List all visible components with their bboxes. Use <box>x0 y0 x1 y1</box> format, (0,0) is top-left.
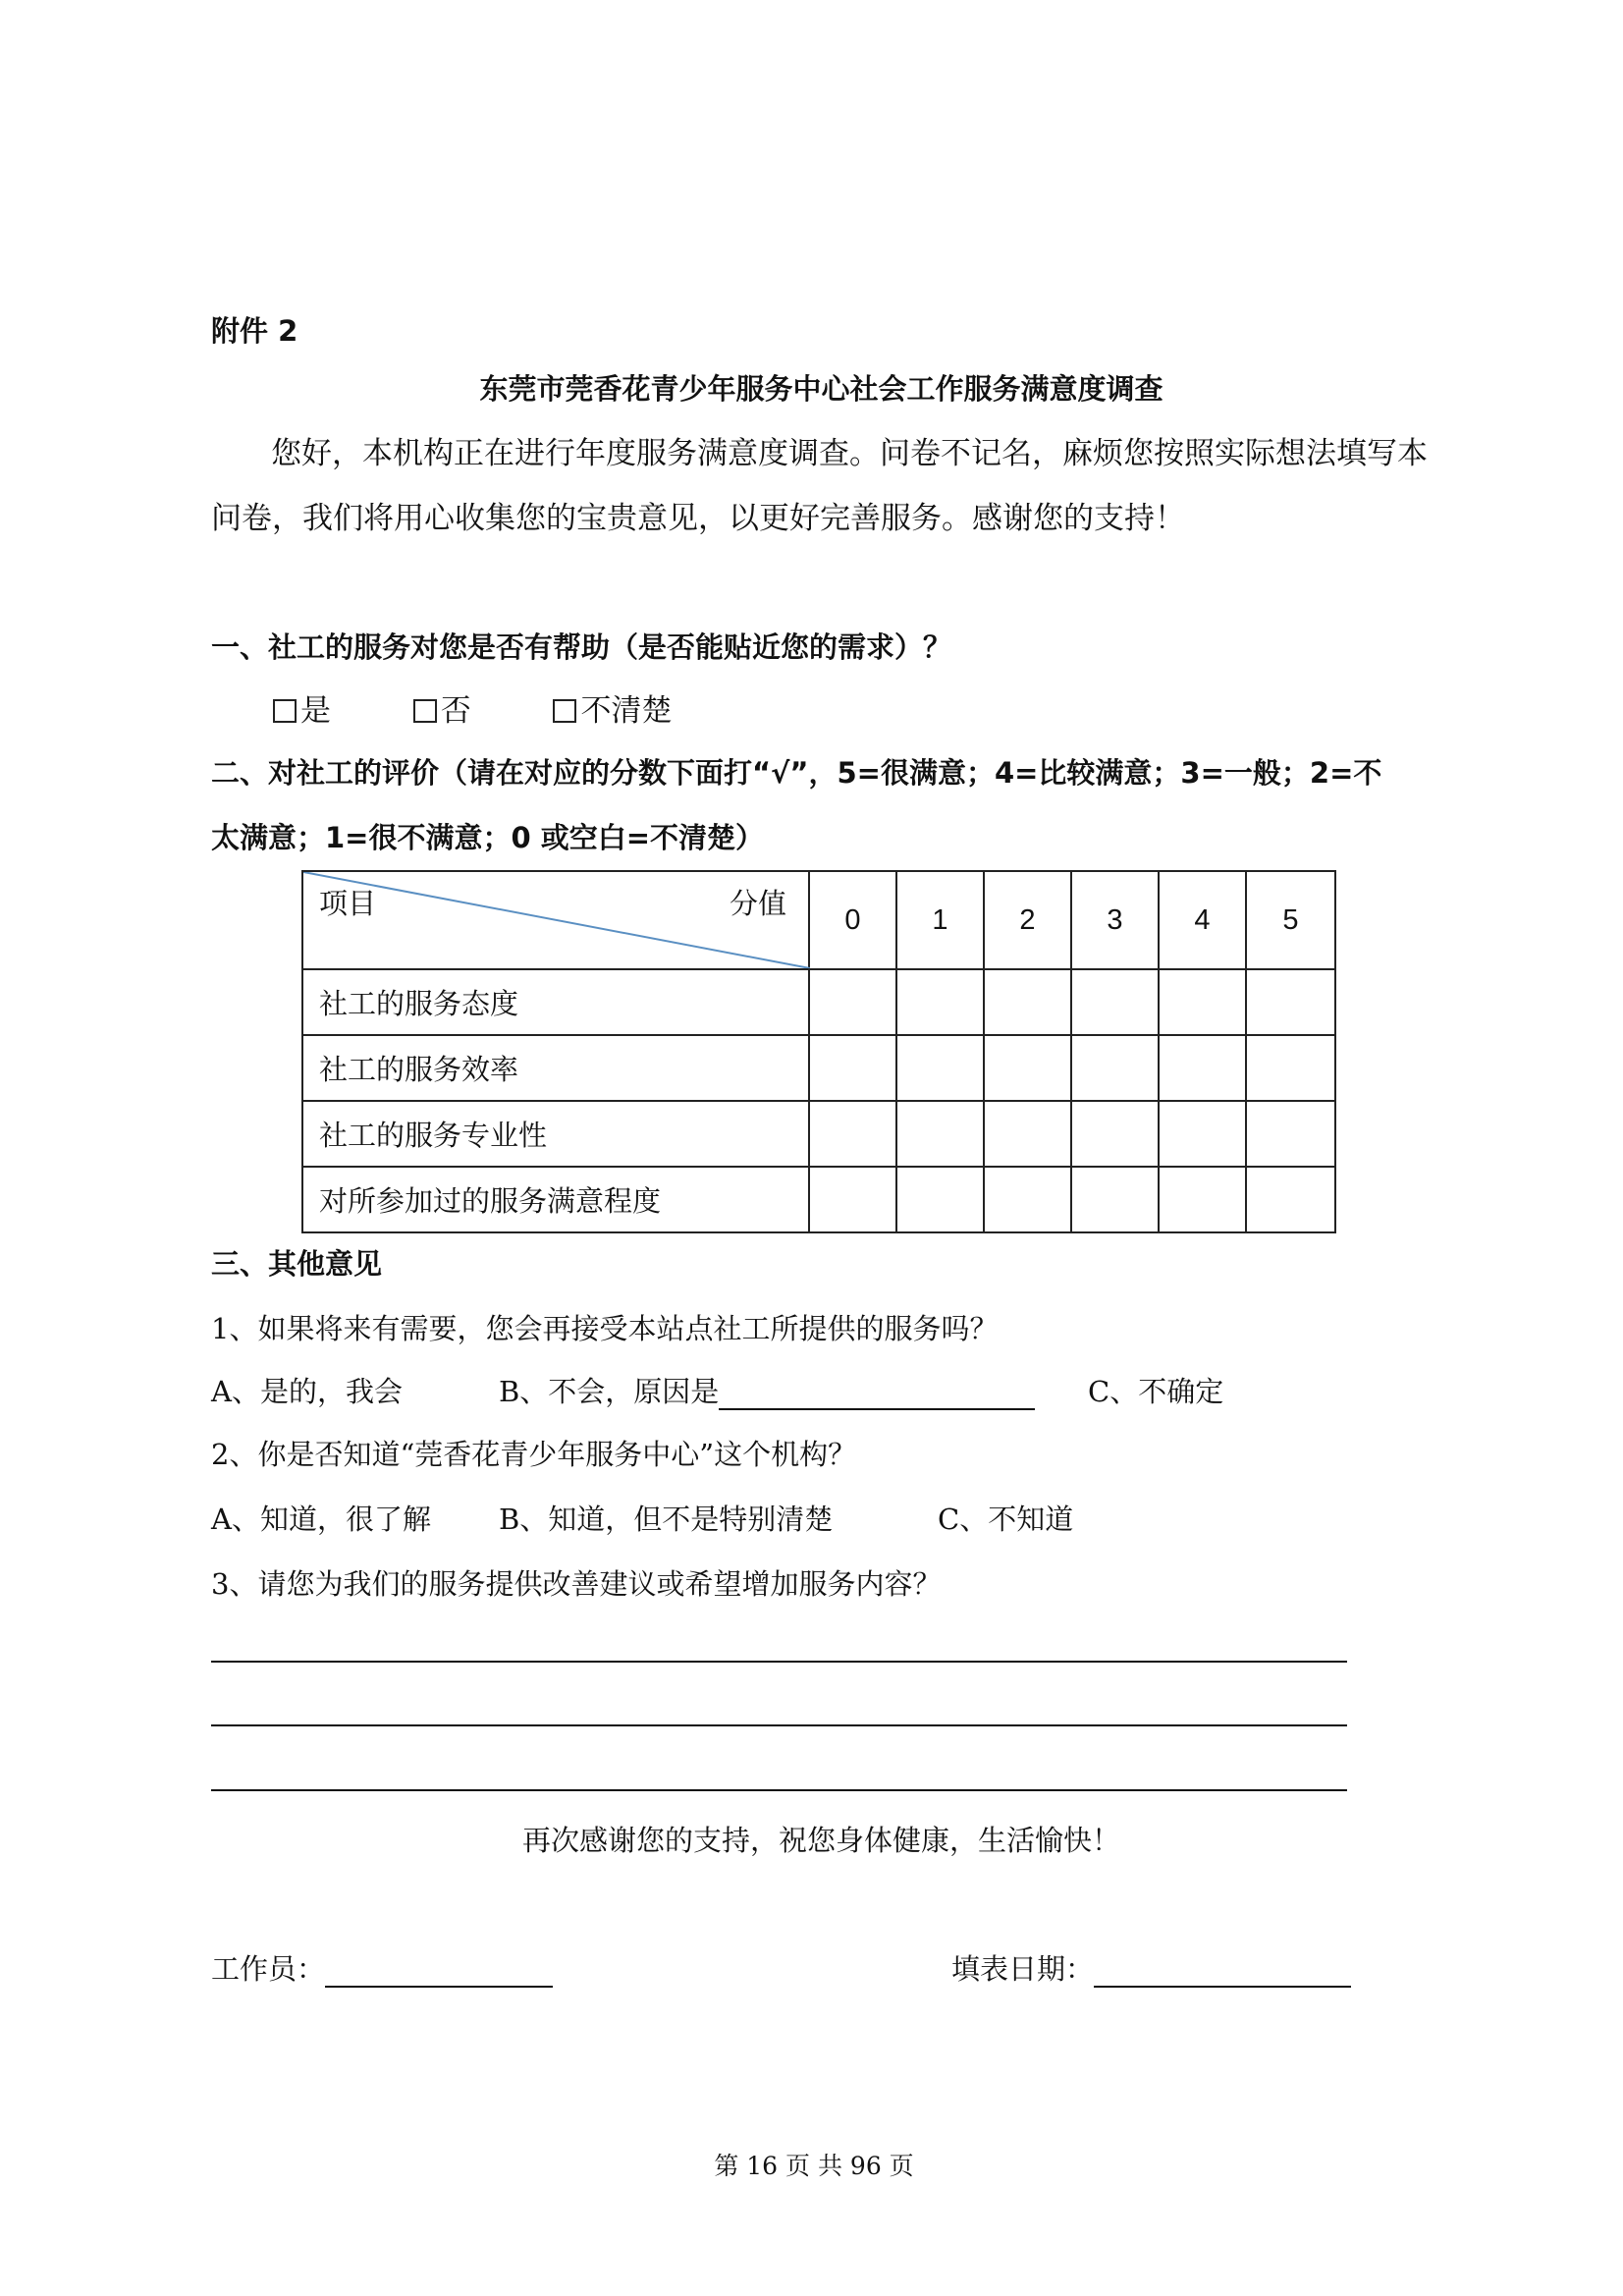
score-cell[interactable] <box>984 1101 1071 1167</box>
score-cell[interactable] <box>1159 969 1246 1035</box>
suggestion-line-3[interactable] <box>211 1789 1347 1791</box>
table-row <box>302 1035 1335 1101</box>
score-cell[interactable] <box>809 1101 896 1167</box>
row-label: 对所参加过的服务满意程度 <box>302 1167 809 1232</box>
score-cell[interactable] <box>984 1167 1071 1232</box>
score-cell[interactable] <box>984 969 1071 1035</box>
question-2-heading-line-1: 二、对社工的评价（请在对应的分数下面打“√”，5=很满意；4=比较满意；3=一般；2=不 <box>211 756 1382 790</box>
suggestion-line-2[interactable] <box>211 1724 1347 1726</box>
sub-1-option-b[interactable] <box>499 1373 1035 1410</box>
row-label: 社工的服务态度 <box>302 969 809 1035</box>
question-3-sub-2: 2、你是否知道“莞香花青少年服务中心”这个机构？ <box>211 1438 857 1471</box>
score-cell[interactable] <box>1071 1035 1159 1101</box>
score-cell[interactable] <box>1159 1035 1246 1101</box>
score-cell[interactable] <box>1071 1101 1159 1167</box>
score-header: 0 <box>809 871 896 969</box>
closing-message: 再次感谢您的支持，祝您身体健康，生活愉快！ <box>521 1824 1120 1857</box>
date-blank[interactable] <box>1094 1956 1351 1988</box>
score-cell[interactable] <box>896 1167 984 1232</box>
score-header: 4 <box>1159 871 1246 969</box>
checkbox-no[interactable] <box>413 699 437 723</box>
sub-1-option-c[interactable]: C、不确定 <box>1088 1375 1224 1408</box>
worker-blank[interactable] <box>325 1956 553 1988</box>
intro-line-2: 问卷，我们将用心收集您的宝贵意见，以更好完善服务。感谢您的支持！ <box>211 501 1185 536</box>
score-cell[interactable] <box>1246 1035 1335 1101</box>
table-row <box>302 969 1335 1035</box>
date-field <box>951 1950 1351 1988</box>
question-1-heading: 一、社工的服务对您是否有帮助（是否能贴近您的需求）？ <box>211 630 952 664</box>
row-label: 社工的服务专业性 <box>302 1101 809 1167</box>
score-cell[interactable] <box>809 1035 896 1101</box>
score-header: 2 <box>984 871 1071 969</box>
score-cell[interactable] <box>896 1035 984 1101</box>
suggestion-line-1[interactable] <box>211 1661 1347 1663</box>
score-cell[interactable] <box>1159 1167 1246 1232</box>
question-3-heading: 三、其他意见 <box>211 1247 383 1281</box>
score-header: 5 <box>1246 871 1335 969</box>
worker-label: 工作员： <box>211 1952 326 1986</box>
sub-2-option-c[interactable]: C、不知道 <box>938 1503 1074 1536</box>
score-cell[interactable] <box>1246 969 1335 1035</box>
checkbox-yes[interactable] <box>273 699 297 723</box>
checkbox-unsure[interactable] <box>553 699 576 723</box>
table-header-row <box>302 871 1335 969</box>
table-row <box>302 1101 1335 1167</box>
corner-item-label: 项目 <box>319 887 377 920</box>
score-cell[interactable] <box>1246 1167 1335 1232</box>
sub-2-option-a[interactable]: A、知道，很了解 <box>211 1503 431 1536</box>
reason-blank[interactable] <box>719 1379 1035 1410</box>
rating-table <box>301 870 1336 1233</box>
worker-field <box>211 1950 553 1988</box>
attachment-label: 附件 2 <box>211 314 298 348</box>
sub-1-option-b-label: B、不会，原因是 <box>499 1375 720 1408</box>
page-footer: 第 16 页 共 96 页 <box>714 2152 914 2180</box>
table-row <box>302 1167 1335 1232</box>
page-title: 东莞市莞香花青少年服务中心社会工作服务满意度调查 <box>479 372 1163 406</box>
score-cell[interactable] <box>896 969 984 1035</box>
question-1-options <box>273 691 672 731</box>
sub-2-option-b[interactable]: B、知道，但不是特别清楚 <box>499 1503 834 1536</box>
score-header: 1 <box>896 871 984 969</box>
corner-score-label: 分值 <box>729 887 786 920</box>
score-cell[interactable] <box>1159 1101 1246 1167</box>
score-cell[interactable] <box>896 1101 984 1167</box>
score-cell[interactable] <box>809 1167 896 1232</box>
option-unsure[interactable]: 不清楚 <box>553 693 672 729</box>
intro-line-1: 您好，本机构正在进行年度服务满意度调查。问卷不记名，麻烦您按照实际想法填写本 <box>271 436 1428 471</box>
score-cell[interactable] <box>1246 1101 1335 1167</box>
score-cell[interactable] <box>1071 1167 1159 1232</box>
question-2-heading-line-2: 太满意；1=很不满意；0 或空白=不清楚） <box>211 821 765 854</box>
option-yes[interactable]: 是 <box>273 693 331 729</box>
question-3-sub-1: 1、如果将来有需要，您会再接受本站点社工所提供的服务吗？ <box>211 1312 999 1345</box>
row-label: 社工的服务效率 <box>302 1035 809 1101</box>
table-corner-cell <box>302 871 809 969</box>
date-label: 填表日期： <box>951 1952 1095 1986</box>
score-header: 3 <box>1071 871 1159 969</box>
score-cell[interactable] <box>984 1035 1071 1101</box>
option-no[interactable]: 否 <box>413 693 471 729</box>
sub-1-option-a[interactable]: A、是的，我会 <box>211 1375 403 1408</box>
score-cell[interactable] <box>1071 969 1159 1035</box>
question-3-sub-3: 3、请您为我们的服务提供改善建议或希望增加服务内容？ <box>211 1567 942 1601</box>
score-cell[interactable] <box>809 969 896 1035</box>
